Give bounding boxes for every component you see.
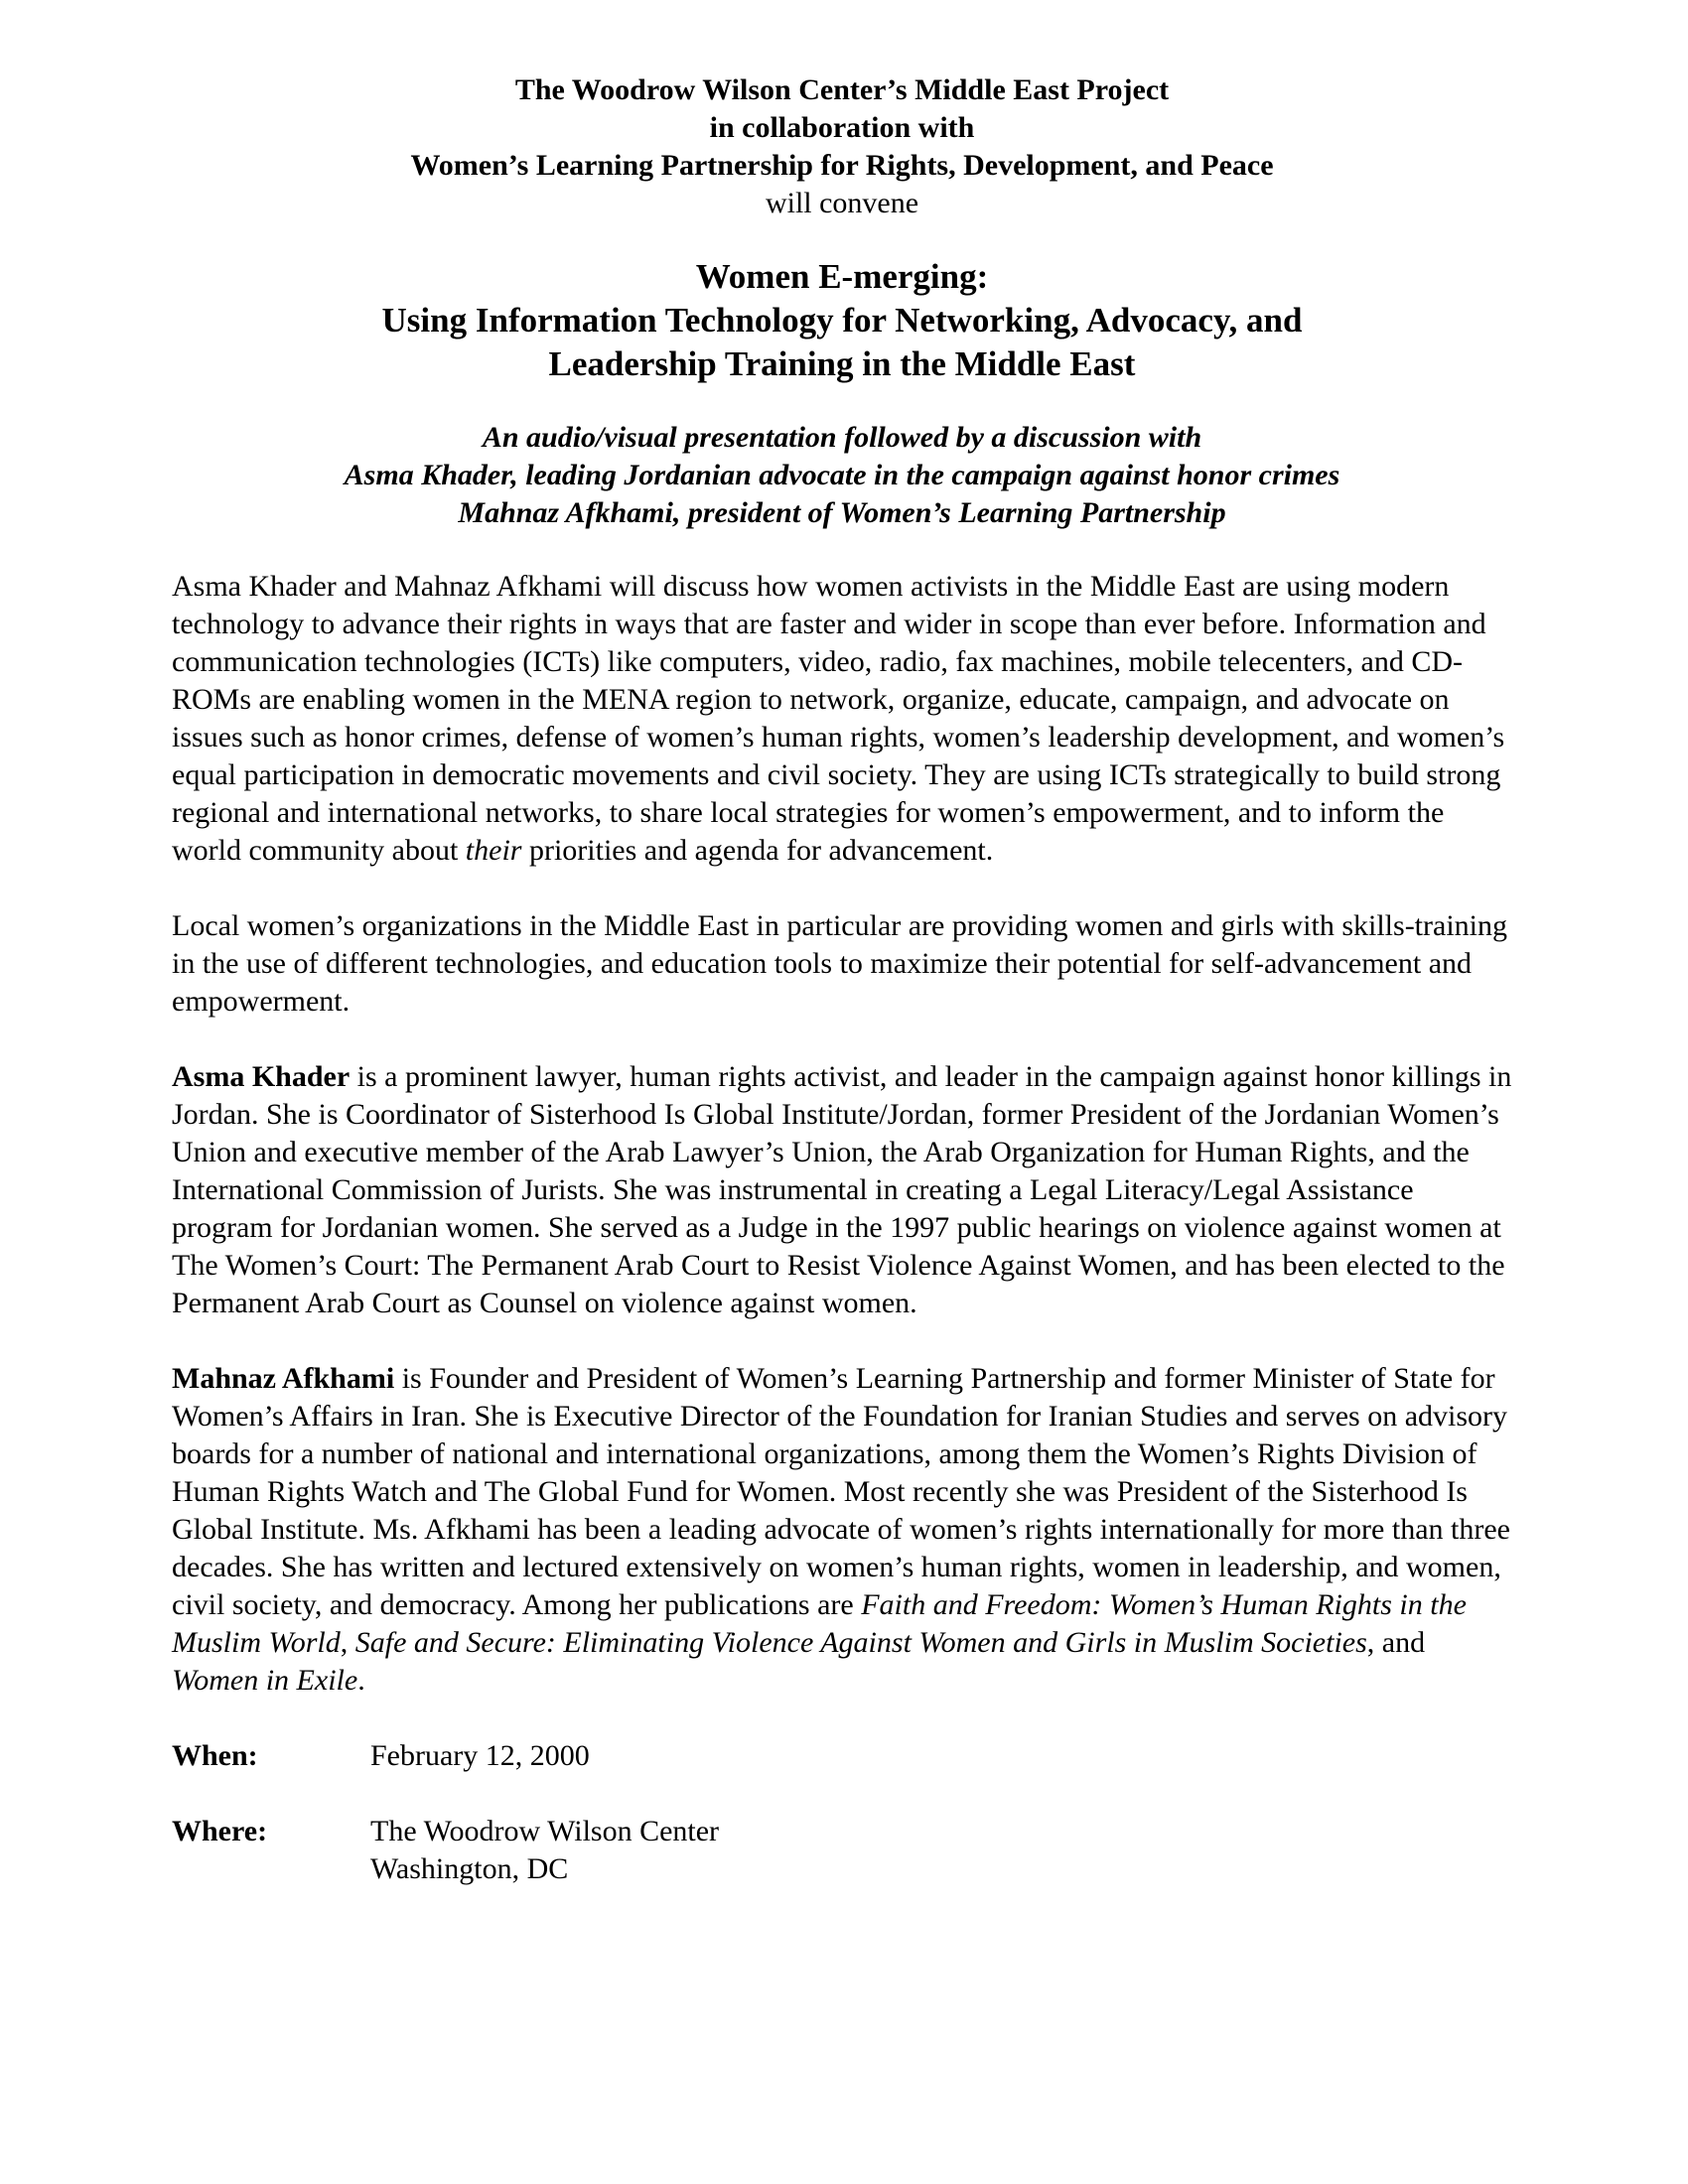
intro-emphasis: their — [465, 834, 522, 867]
where-line-1: The Woodrow Wilson Center — [370, 1815, 720, 1847]
publication-separator: , — [340, 1626, 355, 1659]
publication-title: Women in Exile — [172, 1664, 358, 1697]
title-line-2: Using Information Technology for Networking, Advocacy, and — [381, 301, 1303, 340]
header-collaboration: in collaboration with — [709, 111, 975, 144]
where-line-2: Washington, DC — [370, 1852, 569, 1885]
publication-separator: , and — [1366, 1626, 1426, 1659]
event-subtitle — [172, 419, 1512, 532]
bio-khader-paragraph — [172, 1058, 1512, 1322]
subtitle-line-3: Mahnaz Afkhami, president of Women’s Learning Partnership — [458, 496, 1226, 529]
bio-afkhami-name: Mahnaz Afkhami — [172, 1362, 395, 1395]
header-partner: Women’s Learning Partnership for Rights, Development, and Peace — [410, 149, 1274, 182]
event-details — [172, 1737, 1512, 1888]
document-body — [172, 568, 1512, 1700]
bio-afkhami-end: . — [357, 1664, 365, 1697]
local-paragraph: Local women’s organizations in the Middle East in particular are providing women and girls with skills-training in the use of different technologies, and education tools to maximize their potential for self-advancement and empowerment. — [172, 909, 1507, 1018]
subtitle-line-1: An audio/visual presentation followed by a discussion with — [482, 421, 1202, 454]
publication-title: Safe and Secure: Eliminating Violence Against Women and Girls in Muslim Societies — [354, 1626, 1367, 1659]
bio-afkhami-text: is Founder and President of Women’s Learning Partnership and former Minister of State for Women’s Affairs in Iran. She is Executive Director of the Foundation for Iranian Studies and serves on advisory boards for a number of national and international organizations, among them the Women’s Rights Division of Human Rights Watch and The Global Fund for Women. Most recently she was President of the Sisterhood Is Global Institute. Ms. Afkhami has been a leading advocate of women’s rights internationally for more than three decades. She has written and lectured extensively on women’s human rights, women in leadership, and women, civil society, and democracy. Among her publications are — [172, 1362, 1510, 1621]
title-line-1: Women E-merging: — [695, 257, 989, 296]
header-convene: will convene — [765, 187, 919, 219]
where-label: Where: — [172, 1815, 268, 1847]
event-header — [172, 71, 1512, 222]
when-label: When: — [172, 1739, 258, 1772]
intro-paragraph — [172, 568, 1512, 870]
title-line-3: Leadership Training in the Middle East — [548, 344, 1136, 383]
publication-title: Faith and Freedom: Women’s Human Rights in the Muslim World — [172, 1588, 1467, 1659]
intro-text-before: Asma Khader and Mahnaz Afkhami will discuss how women activists in the Middle East are using modern technology to advance their rights in ways that are faster and wider in scope than ever before. Information and communication technologies (ICTs) like computers, video, radio, fax machines, mobile telecenters, and CD-ROMs are enabling women in the MENA region to network, organize, educate, campaign, and advocate on issues such as honor crimes, defense of women’s human rights, women’s leadership development, and women’s equal participation in democratic movements and civil society. They are using ICTs strategically to build strong regional and international networks, to share local strategies for women’s empowerment, and to inform the world community about — [172, 570, 1505, 867]
intro-text-after: priorities and agenda for advancement. — [521, 834, 994, 867]
bio-afkhami-paragraph — [172, 1360, 1512, 1700]
where-row — [172, 1813, 1512, 1888]
document-page — [172, 71, 1512, 1926]
when-row — [172, 1737, 1512, 1775]
bio-khader-text: is a prominent lawyer, human rights activist, and leader in the campaign against honor killings in Jordan. She is Coordinator of Sisterhood Is Global Institute/Jordan, former President of the Jordanian Women’s Union and executive member of the Arab Lawyer’s Union, the Arab Organization for Human Rights, and the International Commission of Jurists. She was instrumental in creating a Legal Literacy/Legal Assistance program for Jordanian women. She served as a Judge in the 1997 public hearings on violence against women at The Women’s Court: The Permanent Arab Court to Resist Violence Against Women, and has been elected to the Permanent Arab Court as Counsel on violence against women. — [172, 1060, 1512, 1319]
subtitle-line-2: Asma Khader, leading Jordanian advocate in the campaign against honor crimes — [344, 459, 1340, 491]
bio-khader-name: Asma Khader — [172, 1060, 351, 1093]
event-title — [172, 255, 1512, 386]
when-value: February 12, 2000 — [370, 1739, 590, 1772]
header-organizer: The Woodrow Wilson Center’s Middle East Project — [514, 73, 1170, 106]
where-value — [370, 1813, 719, 1888]
